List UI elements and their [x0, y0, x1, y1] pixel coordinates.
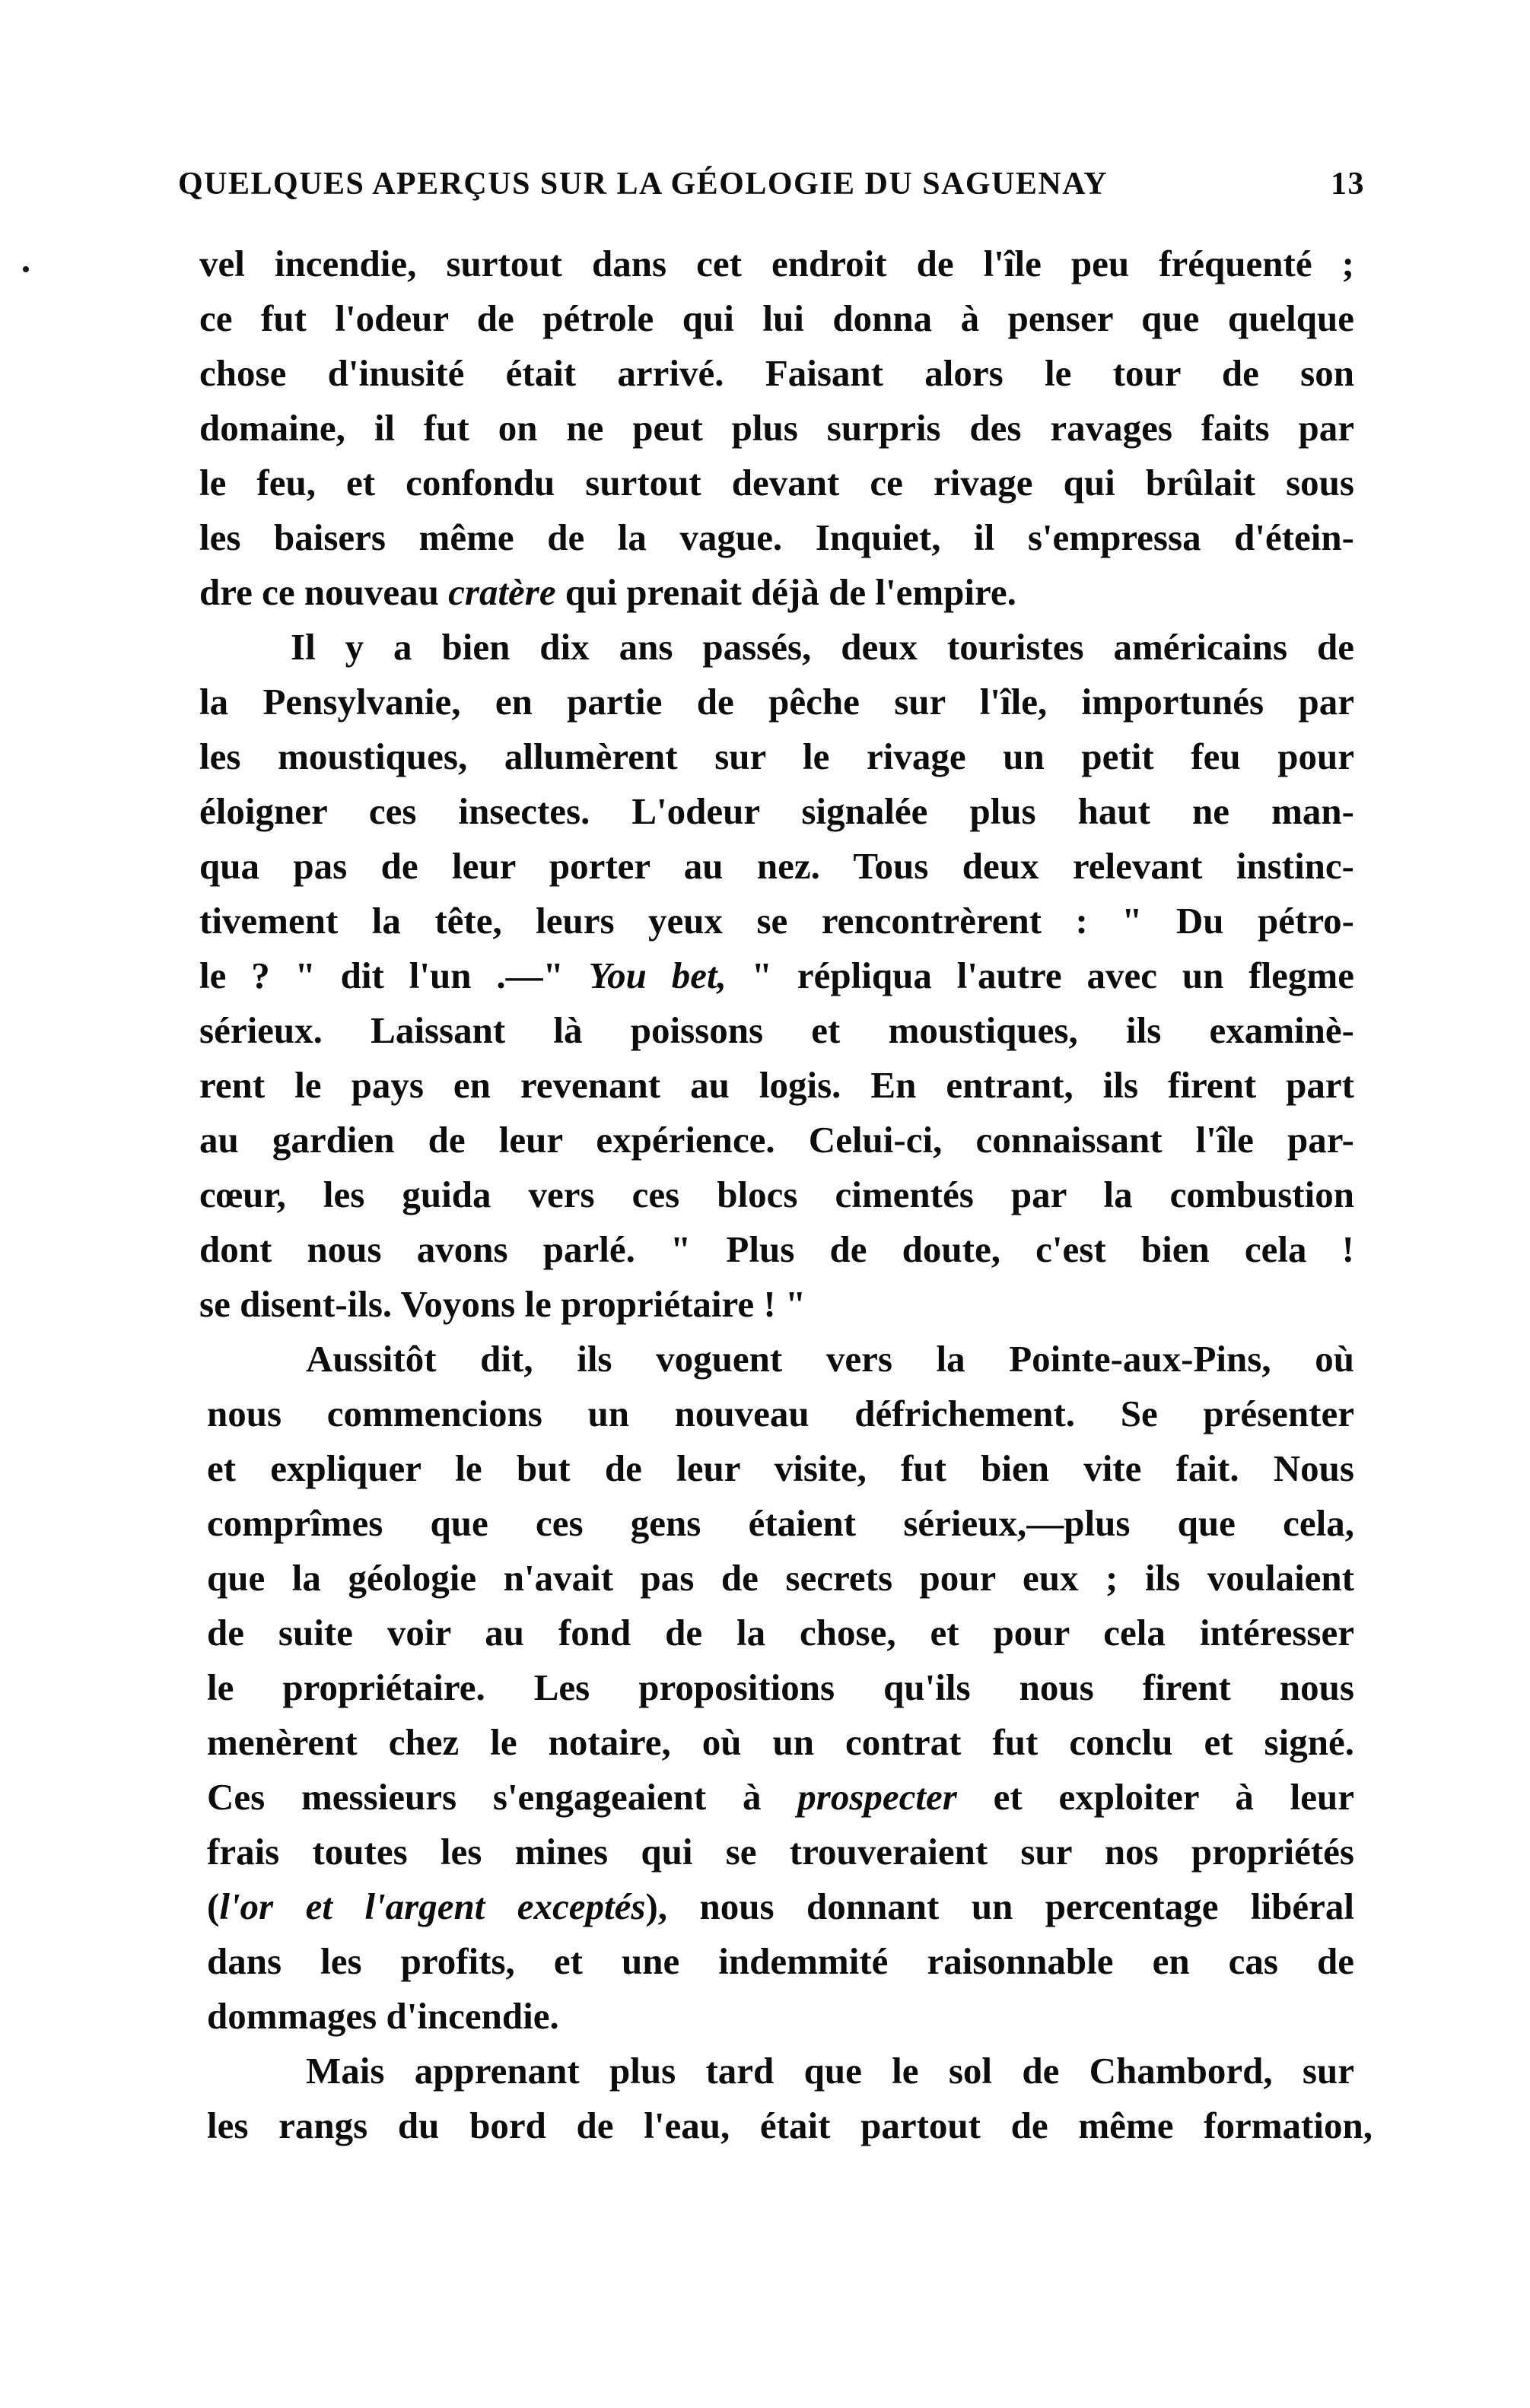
text-line: domaine, il fut on ne peut plus surpris des ravages faits par	[199, 407, 1354, 449]
text-segment: qui prenait déjà de l'empire.	[555, 571, 1016, 613]
text-line: menèrent chez le notaire, où un contrat fut conclu et signé.	[207, 1721, 1354, 1763]
text-line	[207, 1879, 1354, 1934]
text-segment: ), nous donnant un percentage libéral	[645, 1885, 1355, 1927]
page-header	[178, 166, 1365, 211]
text-line: ce fut l'odeur de pétrole qui lui donna à penser que quelque	[199, 297, 1354, 339]
text-line: chose d'inusité était arrivé. Faisant alors le tour de son	[199, 352, 1354, 394]
text-line: comprîmes que ces gens étaient sérieux,—plus que cela,	[207, 1502, 1354, 1544]
text-line: le propriétaire. Les propositions qu'ils nous firent nous	[207, 1666, 1354, 1708]
text-segment: Ces messieurs s'engageaient à	[207, 1776, 798, 1818]
text-line: dans les profits, et une indemmité raisonnable en cas de	[207, 1940, 1354, 1982]
text-line: les baisers même de la vague. Inquiet, il s'empressa d'étein-	[199, 516, 1354, 558]
italic-word-cratere: cratère	[448, 571, 556, 613]
text-line: sérieux. Laissant là poissons et moustiques, ils examinè-	[199, 1009, 1354, 1051]
italic-word-prospecter: prospecter	[797, 1776, 957, 1818]
text-line: se disent-ils. Voyons le propriétaire ! "	[199, 1283, 806, 1325]
text-line: les rangs du bord de l'eau, était partout de même formation,	[207, 2105, 1373, 2146]
text-line	[199, 565, 1354, 620]
text-line: le feu, et confondu surtout devant ce rivage qui brûlait sous	[199, 462, 1354, 504]
text-segment: " répliqua l'autre avec un flegme	[726, 955, 1354, 996]
text-line: et expliquer le but de leur visite, fut bien vite fait. Nous	[207, 1447, 1354, 1489]
italic-phrase-or-argent: l'or et l'argent exceptés	[219, 1885, 646, 1927]
text-line: vel incendie, surtout dans cet endroit de l'île peu fréquenté ;	[199, 243, 1354, 284]
text-line: dont nous avons parlé. " Plus de doute, c'est bien cela !	[199, 1228, 1354, 1270]
text-line: Aussitôt dit, ils voguent vers la Pointe-aux-Pins, où	[306, 1338, 1354, 1380]
text-line: les moustiques, allumèrent sur le rivage un petit feu pour	[199, 735, 1354, 777]
text-line: cœur, les guida vers ces blocs cimentés par la combustion	[199, 1174, 1354, 1215]
stray-ink-dot	[23, 266, 29, 272]
text-line: tivement la tête, leurs yeux se rencontrèrent : " Du pétro-	[199, 900, 1354, 942]
text-line: Mais apprenant plus tard que le sol de Chambord, sur	[306, 2050, 1354, 2092]
text-segment: le ? " dit l'un .—"	[199, 955, 589, 996]
text-line: rent le pays en revenant au logis. En entrant, ils firent part	[199, 1064, 1354, 1106]
text-line: que la géologie n'avait pas de secrets pour eux ; ils voulaient	[207, 1557, 1354, 1599]
text-line: Il y a bien dix ans passés, deux touristes américains de	[291, 626, 1354, 668]
text-line	[199, 948, 1354, 1003]
text-line: qua pas de leur porter au nez. Tous deux relevant instinc-	[199, 845, 1354, 887]
text-line: dommages d'incendie.	[207, 1995, 559, 2037]
text-line: frais toutes les mines qui se trouveraient sur nos propriétés	[207, 1831, 1354, 1873]
text-segment: (	[207, 1885, 220, 1927]
text-line: nous commencions un nouveau défrichement. Se présenter	[207, 1393, 1354, 1434]
italic-phrase-you-bet: You bet,	[588, 955, 727, 996]
text-segment: et exploiter à leur	[956, 1776, 1354, 1818]
text-line: de suite voir au fond de la chose, et pour cela intéresser	[207, 1612, 1354, 1654]
text-line: la Pensylvanie, en partie de pêche sur l'île, importunés par	[199, 681, 1354, 723]
text-segment: dre ce nouveau	[199, 571, 449, 613]
text-line: éloigner ces insectes. L'odeur signalée plus haut ne man-	[199, 790, 1354, 832]
text-line: au gardien de leur expérience. Celui-ci, connaissant l'île par-	[199, 1119, 1354, 1161]
page-number: 13	[1331, 167, 1365, 202]
text-line	[207, 1770, 1354, 1825]
running-title: QUELQUES APERÇUS SUR LA GÉOLOGIE DU SAGUENAY	[178, 167, 1109, 202]
